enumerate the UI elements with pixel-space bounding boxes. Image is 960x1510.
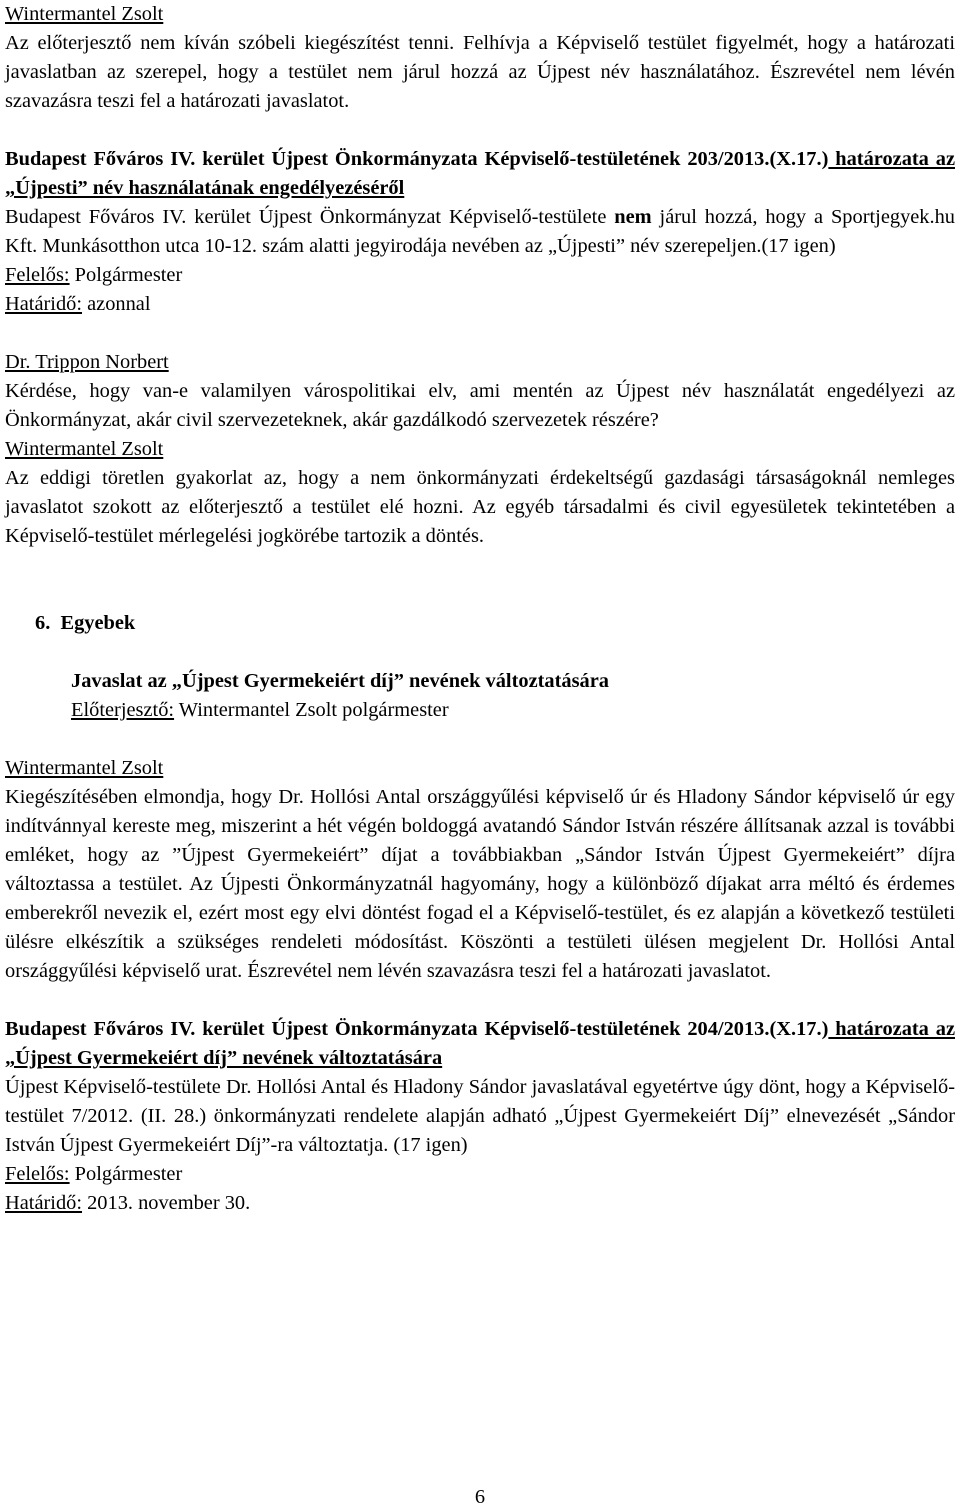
speaker-name	[5, 0, 955, 29]
resolution-heading-title: határozata az „Újpesti” név használatának engedélyezéséről	[5, 148, 955, 199]
presenter-line	[5, 696, 955, 725]
responsible-value: Polgármester	[69, 1163, 183, 1185]
agenda-item-title: Javaslat az „Újpest Gyermekeiért díj” nevének változtatására	[71, 670, 609, 692]
resolution-text-emphasis: nem	[614, 206, 652, 228]
resolution-heading-title: határozata az „Újpest Gyermekeiért díj” nevének változtatására	[5, 1018, 955, 1069]
speaker-name-text: Wintermantel Zsolt	[5, 3, 164, 25]
deadline-label: Határidő:	[5, 293, 83, 315]
section-heading	[5, 609, 955, 638]
page-number: 6	[474, 1486, 486, 1508]
speaker-paragraph: Kiegészítésében elmondja, hogy Dr. Hollósi Antal országgyűlési képviselő úr és Hladony Sándor képviselő úr egy indítvánnyal kereste meg, miszerint a hét végén boldoggá avatandó Sándor István részére állítsanak azzal is további emléket, hogy az ”Újpest Gyermekeiért” díjat a továbbiakban „Sándor István Újpest Gyermekeiért” díjra változtassa a testület. Az Újpesti Önkormányzatnál hagyomány, hogy a különböző díjakat arra méltó és érdemes emberekről nevezik el, ezért most egy elvi döntést fogad el a Képviselő-testület, és ez alapján a következő testületi ülésre elkészítik a szükséges rendeleti módosítást. Köszönti a testületi ülésen megjelent Dr. Hollósi Antal országgyűlési képviselő urat. Észrevétel nem lévén szavazásra teszi fel a határozati javaslatot.	[5, 786, 955, 982]
deadline-value: azonnal	[82, 293, 151, 315]
speaker-paragraph: Kérdése, hogy van-e valamilyen várospolitikai elv, ami mentén az Újpest név használatát engedélyezi az Önkormányzat, akár civil szervezeteknek, akár gazdálkodó szervezetek részére?	[5, 380, 955, 431]
resolution-heading-number: Budapest Főváros IV. kerület Újpest Önkormányzata Képviselő-testületének 204/2013.(X.17.)	[5, 1018, 829, 1040]
responsible-line	[5, 1160, 955, 1189]
deadline-label: Határidő:	[5, 1192, 83, 1214]
resolution-heading-number: Budapest Főváros IV. kerület Újpest Önkormányzata Képviselő-testületének 203/2013.(X.17.)	[5, 148, 829, 170]
resolution-heading	[5, 1015, 955, 1073]
deadline-line	[5, 290, 955, 319]
resolution-heading	[5, 145, 955, 203]
speaker-name-text: Wintermantel Zsolt	[5, 438, 164, 460]
section-number: 6.	[35, 612, 51, 634]
responsible-value: Polgármester	[69, 264, 183, 286]
responsible-label: Felelős:	[5, 1163, 70, 1185]
deadline-line	[5, 1189, 955, 1218]
resolution-text: Újpest Képviselő-testülete Dr. Hollósi Antal és Hladony Sándor javaslatával egyetértve úgy dönt, hogy a Képviselő-testület 7/2012. (II. 28.) önkormányzati rendelete alapján adható „Újpest Gyermekeiért Díj” elnevezését „Sándor István Újpest Gyermekeiért Díj”-ra változtatja. (17 igen)	[5, 1076, 955, 1156]
resolution-text-part: Budapest Főváros IV. kerület Újpest Önkormányzat Képviselő-testülete	[5, 206, 615, 228]
section-title: Egyebek	[60, 612, 136, 634]
speaker-name-text: Dr. Trippon Norbert	[5, 351, 169, 373]
resolution-text-part: járul hozzá, hogy a Sportjegyek.hu Kft. Munkásotthon utca 10-12. szám alatti jegyirodája nevében az „Újpesti” név szerepeljen.(17 igen)	[5, 206, 955, 257]
speaker-name-text: Wintermantel Zsolt	[5, 757, 164, 779]
resolution-text	[5, 203, 955, 261]
responsible-line	[5, 261, 955, 290]
document-page	[5, 0, 955, 1218]
speaker-paragraph: Az előterjesztő nem kíván szóbeli kiegészítést tenni. Felhívja a Képviselő testület figyelmét, hogy a határozati javaslatban az szerepel, hogy a testület nem járul hozzá az Újpest név használatához. Észrevétel nem lévén szavazásra teszi fel a határozati javaslatot.	[5, 32, 955, 112]
speaker-name	[5, 435, 955, 464]
deadline-value: 2013. november 30.	[82, 1192, 251, 1214]
speaker-name	[5, 754, 955, 783]
presenter-value: Wintermantel Zsolt polgármester	[174, 699, 449, 721]
speaker-paragraph: Az eddigi töretlen gyakorlat az, hogy a nem önkormányzati érdekeltségű gazdasági társaságoknál nemleges javaslatot szokott az előterjesztő a testület elé hozni. Az egyéb társadalmi és civil egyesületek tekintetében a Képviselő-testület mérlegelési jogkörébe tartozik a döntés.	[5, 467, 955, 547]
speaker-name	[5, 348, 955, 377]
presenter-label: Előterjesztő:	[71, 699, 175, 721]
responsible-label: Felelős:	[5, 264, 70, 286]
